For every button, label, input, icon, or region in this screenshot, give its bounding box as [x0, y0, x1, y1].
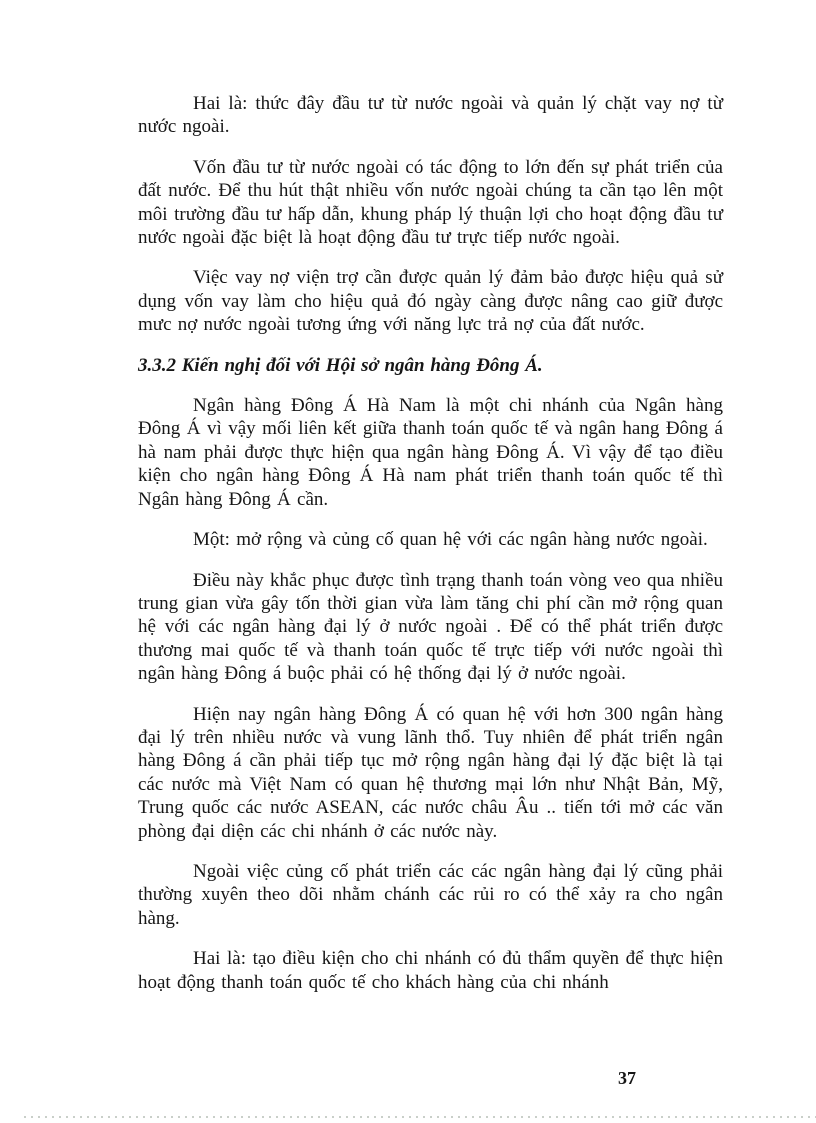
- page-bottom-dotted-border: [24, 1116, 816, 1118]
- section-heading: 3.3.2 Kiến nghị đối với Hội sở ngân hàng Đông Á.: [138, 354, 543, 376]
- paragraph: Hai là: thức đây đầu tư từ nước ngoài và quản lý chặt vay nợ từ nước ngoài.: [138, 93, 723, 138]
- paragraph: Vốn đầu tư từ nước ngoài có tác động to lớn đến sự phát triển của đất nước. Để thu hút thật nhiều vốn nước ngoài chúng ta cần tạo lên một môi trường đầu tư hấp dẫn, khung pháp lý thuận lợi cho hoạt động đầu tư nước ngoài đặc biệt là hoạt động đầu tư trực tiếp nước ngoài.: [138, 156, 723, 249]
- document-body: [138, 92, 723, 1011]
- paragraph: Việc vay nợ viện trợ cần được quản lý đảm bảo được hiệu quả sử dụng vốn vay làm cho hiệu quả đó ngày càng được nâng cao giữ được mưc nợ nước ngoài tương ứng với năng lực trả nợ của đất nước.: [138, 267, 723, 336]
- paragraph: Hiện nay ngân hàng Đông Á có quan hệ với hơn 300 ngân hàng đại lý trên nhiều nước và vung lãnh thổ. Tuy nhiên để phát triển ngân hàng Đông á cần phải tiếp tục mở rộng ngân hàng đại lý đặc biệt là tại các nước mà Việt Nam có quan hệ thương mại lớn như Nhật Bản, Mỹ, Trung quốc các nước ASEAN, các nước châu Âu .. tiến tới mở các văn phòng đại diện các chi nhánh ở các nước này.: [138, 703, 723, 842]
- paragraph: Ngoài việc củng cố phát triển các các ngân hàng đại lý cũng phải thường xuyên theo dõi nhằm chánh các rủi ro có thể xảy ra cho ngân hàng.: [138, 860, 723, 929]
- paragraph: Hai là: tạo điều kiện cho chi nhánh có đủ thẩm quyền để thực hiện hoạt động thanh toán quốc tế cho khách hàng của chi nhánh: [138, 948, 723, 993]
- paragraph: Ngân hàng Đông Á Hà Nam là một chi nhánh của Ngân hàng Đông Á vì vậy mối liên kết giữa thanh toán quốc tế và ngân hang Đông á hà nam phải được thực hiện qua ngân hàng Đông Á. Vì vậy để tạo điều kiện cho ngân hàng Đông Á Hà nam phát triển thanh toán quốc tế thì Ngân hàng Đông Á cần.: [138, 395, 723, 510]
- page-number: 37: [618, 1068, 636, 1088]
- paragraph: Điều này khắc phục được tình trạng thanh toán vòng veo qua nhiều trung gian vừa gây tốn thời gian vừa làm tăng chi phí cần mở rộng quan hệ với các ngân hàng đại lý ở nước ngoài . Để có thể phát triển được thương mai quốc tế và thanh toán quốc tế trực tiếp với nước ngoài thì ngân hàng Đông á buộc phải có hệ thống đại lý ở nước ngoài.: [138, 569, 723, 685]
- paragraph: Một: mở rộng và củng cố quan hệ với các ngân hàng nước ngoài.: [193, 529, 708, 551]
